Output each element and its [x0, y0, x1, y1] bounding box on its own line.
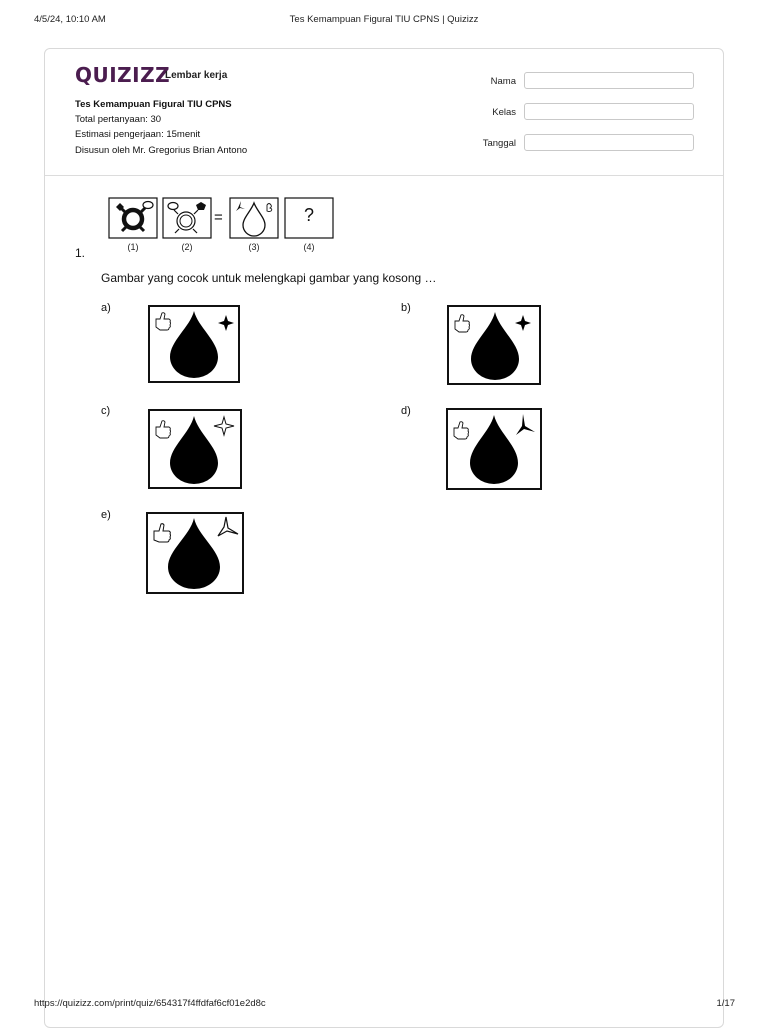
- figure-4-unknown: [284, 197, 334, 239]
- quizizz-logo: [75, 63, 228, 89]
- option-d-label: d): [401, 405, 411, 417]
- option-e-image[interactable]: [146, 512, 244, 594]
- print-header: [0, 14, 768, 28]
- worksheet-header: [45, 49, 723, 176]
- caption-3: (3): [248, 242, 260, 252]
- worksheet-title: Tes Kemampuan Figural TIU CPNS: [75, 99, 232, 110]
- date-label: Tanggal: [482, 138, 516, 149]
- print-datetime: 4/5/24, 10:10 AM: [34, 14, 106, 25]
- name-field[interactable]: [524, 72, 694, 89]
- page-number: 1/17: [716, 998, 735, 1009]
- caption-2: (2): [181, 242, 193, 252]
- print-url: https://quizizz.com/print/quiz/654317f4ffdfaf6cf01e2d8c: [34, 998, 266, 1009]
- equals-sign: =: [214, 209, 223, 226]
- option-c-image[interactable]: [148, 409, 242, 489]
- class-label: Kelas: [492, 107, 516, 118]
- time-estimate: Estimasi pengerjaan: 15menit: [75, 129, 201, 140]
- option-e-label: e): [101, 509, 111, 521]
- option-b-image[interactable]: [447, 305, 541, 385]
- figure-2: [162, 197, 212, 239]
- caption-1: (1): [127, 242, 139, 252]
- figure-1: [108, 197, 158, 239]
- option-d-image[interactable]: [446, 408, 542, 490]
- logo-subtitle: Lembar kerja: [165, 70, 228, 81]
- class-field[interactable]: [524, 103, 694, 120]
- option-c-label: c): [101, 405, 111, 417]
- question-mark: ?: [303, 205, 314, 225]
- option-a-image[interactable]: [148, 305, 240, 383]
- caption-4: (4): [303, 242, 315, 252]
- logo-wordmark: QUIZIZZ: [75, 63, 171, 87]
- worksheet-sheet: [44, 48, 724, 1028]
- date-field[interactable]: [524, 134, 694, 151]
- total-questions: Total pertanyaan: 30: [75, 114, 162, 125]
- name-label: Nama: [490, 76, 516, 87]
- author-line: Disusun oleh Mr. Gregorius Brian Antono: [75, 145, 248, 156]
- figure-3: [229, 197, 279, 239]
- print-page-title: Tes Kemampuan Figural TIU CPNS | Quizizz: [289, 14, 479, 25]
- print-footer: [0, 998, 768, 1012]
- option-a-label: a): [101, 302, 111, 314]
- option-b-label: b): [401, 302, 411, 314]
- question-text: Gambar yang cocok untuk melengkapi gambar yang kosong …: [101, 271, 437, 285]
- question-number: 1.: [75, 246, 86, 260]
